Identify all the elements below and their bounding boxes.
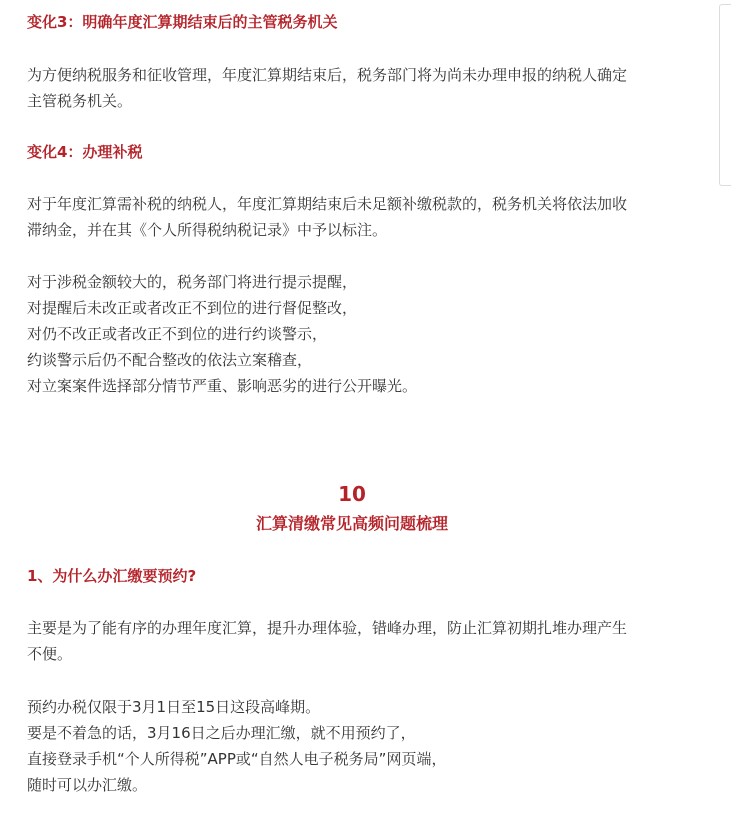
text-line: 对提醒后未改正或者改正不到位的进行督促整改， bbox=[27, 299, 358, 317]
text-line: 主管税务机关。 bbox=[27, 92, 133, 110]
section-title: 汇算清缴常见高频问题梳理 bbox=[255, 514, 448, 533]
change3-heading: 变化3：明确年度汇算期结束后的主管税务机关 bbox=[27, 13, 338, 31]
text-line: 对于年度汇算需补税的纳税人，年度汇算期结束后未足额补缴税款的，税务机关将依法加收 bbox=[27, 195, 628, 213]
change4-measures-list bbox=[27, 269, 677, 399]
section-number: 10 bbox=[338, 482, 366, 506]
text-line: 直接登录手机“个人所得税”APP或“自然人电子税务局”网页端， bbox=[27, 750, 447, 768]
q1-answer-paragraph bbox=[27, 615, 677, 667]
text-line: 不便。 bbox=[27, 645, 73, 663]
text-line: 滞纳金，并在其《个人所得税纳税记录》中予以标注。 bbox=[27, 221, 388, 239]
text-line: 对于涉税金额较大的，税务部门将进行提示提醒， bbox=[27, 273, 358, 291]
text-line: 对立案案件选择部分情节严重、影响恶劣的进行公开曝光。 bbox=[27, 377, 418, 395]
text-line: 约谈警示后仍不配合整改的依法立案稽查， bbox=[27, 351, 313, 369]
text-line: 要是不着急的话，3月16日之后办理汇缴，就不用预约了， bbox=[27, 724, 416, 742]
q1-heading: 1、为什么办汇缴要预约? bbox=[27, 567, 197, 585]
change4-paragraph bbox=[27, 191, 677, 243]
q1-detail-paragraph bbox=[27, 694, 677, 798]
text-line: 预约办税仅限于3月1日至15日这段高峰期。 bbox=[27, 698, 321, 716]
change3-paragraph bbox=[27, 62, 677, 114]
side-panel-edge[interactable] bbox=[719, 4, 731, 186]
change4-heading: 变化4：办理补税 bbox=[27, 143, 143, 161]
text-line: 为方便纳税服务和征收管理，年度汇算期结束后，税务部门将为尚未办理申报的纳税人确定 bbox=[27, 66, 628, 84]
text-line: 主要是为了能有序的办理年度汇算，提升办理体验，错峰办理，防止汇算初期扎堆办理产生 bbox=[27, 619, 628, 637]
text-line: 对仍不改正或者改正不到位的进行约谈警示， bbox=[27, 325, 328, 343]
text-line: 随时可以办汇缴。 bbox=[27, 776, 148, 794]
